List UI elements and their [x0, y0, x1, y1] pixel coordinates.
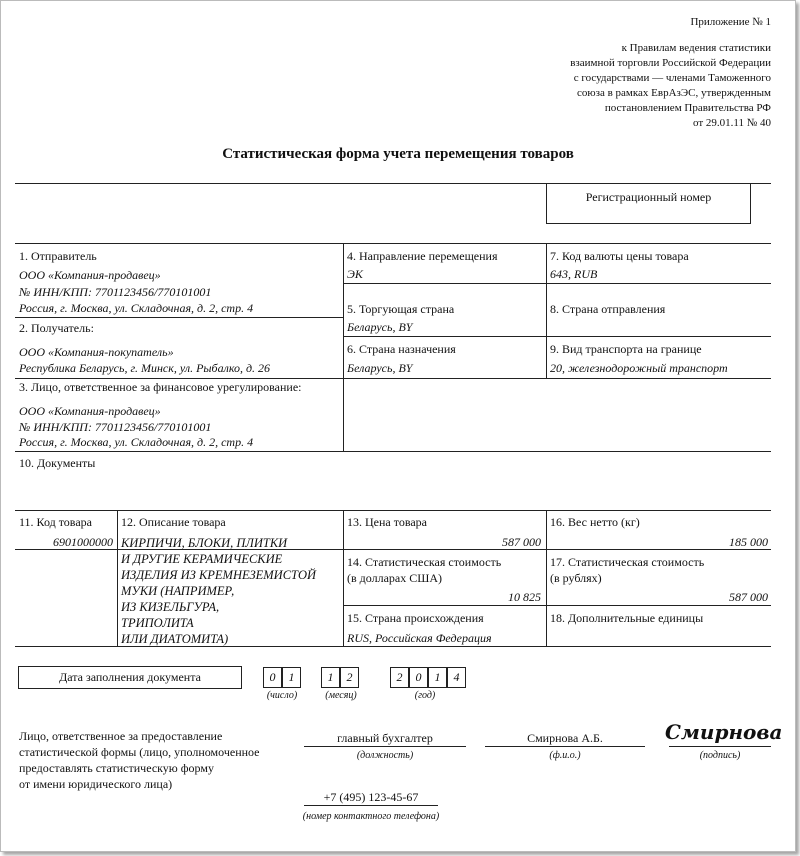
stat-rub-label-2: (в рублях)	[550, 571, 602, 585]
goods-desc-line: ИЛИ ДИАТОМИТА)	[121, 632, 229, 646]
financial-name: ООО «Компания-продавец»	[19, 404, 161, 418]
divider	[343, 336, 771, 337]
goods-code-value: 6901000000	[53, 535, 113, 549]
financial-inn: № ИНН/КПП: 7701123456/770101001	[19, 420, 212, 434]
transport-value: 20, железнодорожный транспорт	[550, 361, 728, 375]
financial-label: 3. Лицо, ответственное за финансовое урегулирование:	[19, 380, 302, 394]
date-label-box: Дата заполнения документа	[18, 666, 242, 689]
stat-rub-label: 17. Статистическая стоимость	[550, 555, 705, 569]
responsible-line: Лицо, ответственное за предоставление	[19, 729, 223, 743]
divider	[343, 378, 771, 379]
origin-label: 15. Страна происхождения	[347, 611, 484, 625]
signature: Смирнова	[665, 720, 783, 744]
date-year-digit: 2	[390, 667, 409, 688]
goods-desc-line: КИРПИЧИ, БЛОКИ, ПЛИТКИ	[121, 536, 288, 550]
date-month-digit: 1	[321, 667, 340, 688]
receiver-address: Республика Беларусь, г. Минск, ул. Рыбалко, д. 26	[19, 361, 271, 375]
date-year-digit: 1	[428, 667, 447, 688]
sender-name: ООО «Компания-продавец»	[19, 268, 161, 282]
stat-usd-label: 14. Статистическая стоимость	[347, 555, 502, 569]
goods-code-label: 11. Код товара	[19, 515, 92, 529]
page-title: Статистическая форма учета перемещения товаров	[222, 146, 574, 162]
direction-label: 4. Направление перемещения	[347, 249, 498, 263]
responsible-text	[19, 728, 260, 792]
dest-country-value: Беларусь, BY	[347, 361, 413, 375]
extra-units-label: 18. Дополнительные единицы	[550, 611, 704, 625]
goods-desc-line: ИЗ КИЗЕЛЬГУРА,	[121, 600, 220, 614]
trade-country-value: Беларусь, BY	[347, 320, 413, 334]
documents-label: 10. Документы	[19, 456, 96, 470]
goods-desc-label: 12. Описание товара	[121, 515, 226, 529]
goods-desc-line: МУКИ (НАПРИМЕР,	[121, 584, 235, 598]
divider	[343, 510, 344, 646]
price-value: 587 000	[502, 535, 541, 549]
responsible-line: предоставлять статистическую форму	[19, 761, 214, 775]
stat-usd-label-2: (в долларах США)	[347, 571, 443, 585]
position-line	[304, 746, 466, 747]
divider	[546, 223, 751, 224]
net-weight-label: 16. Вес нетто (кг)	[550, 515, 640, 529]
origin-country-label: 8. Страна отправления	[550, 302, 666, 316]
phone-line	[304, 805, 438, 806]
net-weight-value: 185 000	[729, 535, 768, 549]
phone-value: +7 (495) 123-45-67	[323, 790, 419, 804]
appendix-header	[471, 15, 771, 131]
dest-country-label: 6. Страна назначения	[347, 342, 456, 356]
position-value: главный бухгалтер	[337, 731, 433, 745]
phone-caption: (номер контактного телефона)	[302, 811, 440, 822]
divider	[15, 451, 771, 452]
appendix-line: от 29.01.11 № 40	[693, 117, 771, 129]
stat-usd-value: 10 825	[508, 590, 541, 604]
date-day-digit: 0	[263, 667, 282, 688]
direction-value: ЭК	[347, 267, 363, 281]
goods-desc-line: И ДРУГИЕ КЕРАМИЧЕСКИЕ	[121, 552, 283, 566]
signature-caption: (подпись)	[699, 750, 741, 761]
receiver-name: ООО «Компания-покупатель»	[19, 345, 174, 359]
date-day-digit: 1	[282, 667, 301, 688]
date-month-digit: 2	[340, 667, 359, 688]
date-year-caption: (год)	[414, 690, 436, 701]
currency-label: 7. Код валюты цены товара	[550, 249, 689, 263]
divider	[15, 243, 771, 244]
appendix-line: к Правилам ведения статистики	[621, 42, 771, 54]
divider	[15, 510, 771, 511]
goods-desc-line: ИЗДЕЛИЯ ИЗ КРЕМНЕЗЕМИСТОЙ	[121, 568, 317, 582]
divider	[15, 317, 343, 318]
date-year-digit: 4	[447, 667, 466, 688]
divider	[343, 243, 344, 451]
date-month-caption: (месяц)	[325, 690, 357, 701]
position-caption: (должность)	[356, 750, 414, 761]
divider	[546, 243, 547, 378]
appendix-number: Приложение № 1	[690, 16, 771, 28]
appendix-line: союза в рамках ЕврАзЭС, утвержденным	[577, 87, 771, 99]
trade-country-label: 5. Торгующая страна	[347, 302, 455, 316]
divider	[343, 605, 771, 606]
responsible-line: от имени юридического лица)	[19, 777, 173, 791]
origin-value: RUS, Российская Федерация	[347, 631, 492, 645]
sender-address: Россия, г. Москва, ул. Складочная, д. 2, стр. 4	[19, 301, 254, 315]
registration-number-label: Регистрационный номер	[585, 190, 712, 204]
receiver-label: 2. Получатель:	[19, 321, 94, 335]
sender-label: 1. Отправитель	[19, 249, 97, 263]
divider	[15, 183, 771, 184]
fio-caption: (ф.и.о.)	[549, 750, 581, 761]
divider	[117, 510, 118, 646]
currency-value: 643, RUB	[550, 267, 598, 281]
financial-address: Россия, г. Москва, ул. Складочная, д. 2, стр. 4	[19, 435, 254, 449]
divider	[546, 510, 547, 646]
fio-line	[485, 746, 645, 747]
responsible-line: статистической формы (лицо, уполномоченное	[19, 745, 260, 759]
appendix-line: постановлением Правительства РФ	[604, 102, 771, 114]
appendix-line: взаимной торговли Российской Федерации	[570, 57, 771, 69]
divider	[343, 283, 771, 284]
price-label: 13. Цена товара	[347, 515, 427, 529]
fio-value: Смирнова А.Б.	[527, 731, 603, 745]
goods-desc-line: ТРИПОЛИТА	[121, 616, 194, 630]
date-day-caption: (число)	[266, 690, 298, 701]
appendix-line: с государствами — членами Таможенного	[573, 72, 771, 84]
signature-line	[669, 746, 771, 747]
date-year-digit: 0	[409, 667, 428, 688]
goods-desc-text	[121, 535, 316, 647]
sender-inn: № ИНН/КПП: 7701123456/770101001	[19, 285, 212, 299]
transport-label: 9. Вид транспорта на границе	[550, 342, 702, 356]
stat-rub-value: 587 000	[729, 590, 768, 604]
